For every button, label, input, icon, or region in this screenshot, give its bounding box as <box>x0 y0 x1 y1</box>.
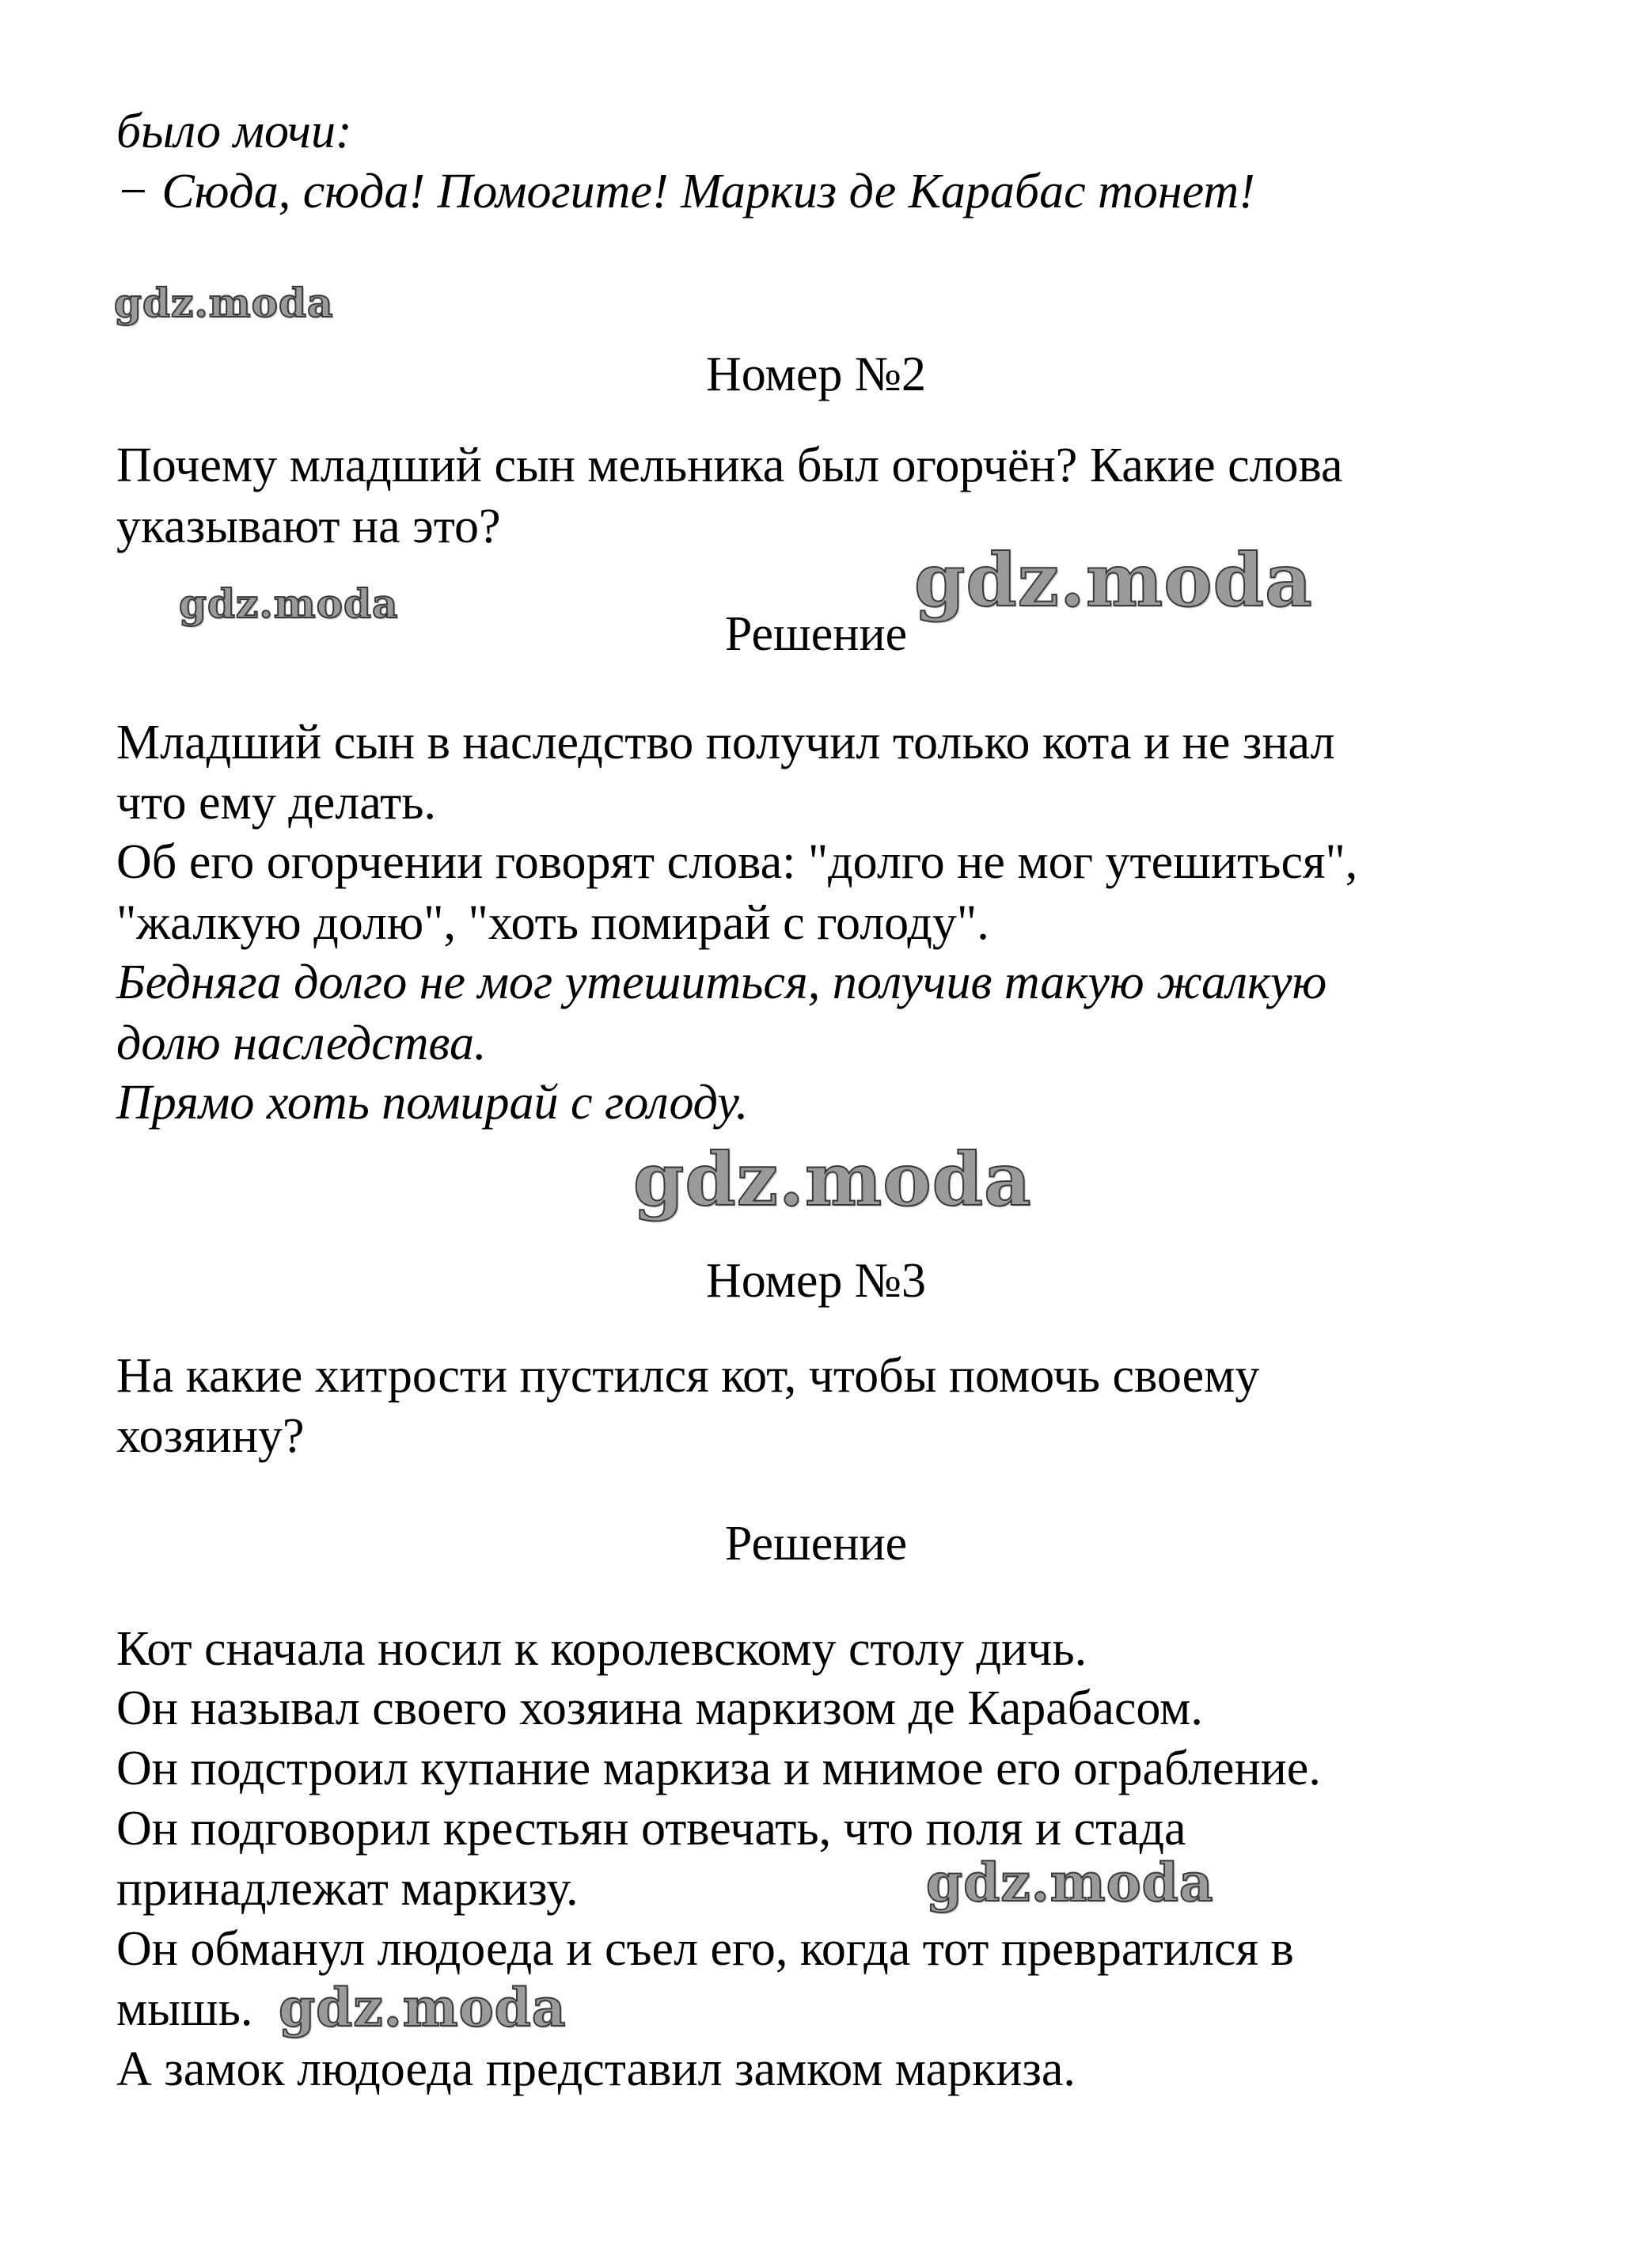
task3-answer-line-7: мышь. <box>116 1982 253 2036</box>
task2-question-line-1: Почему младший сын мельника был огорчён? Какие слова <box>116 439 1343 492</box>
task3-solution-heading: Решение <box>724 1517 908 1571</box>
task2-answer-line-2: что ему делать. <box>116 776 436 830</box>
task2-question-line-2: указывают на это? <box>116 500 501 553</box>
watermark-logo: gdz.moda <box>179 580 399 627</box>
intro-line-1: было мочи: <box>116 104 352 158</box>
task2-solution-heading: Решение <box>724 607 908 661</box>
watermark-logo: gdz.moda <box>926 1852 1214 1913</box>
watermark-logo: gdz.moda <box>279 1977 567 2038</box>
task3-answer-line-3: Он подстроил купание маркиза и мнимое его ограбление. <box>116 1742 1321 1795</box>
task2-quote-line-3: Прямо хоть помирай с голоду. <box>116 1076 749 1130</box>
task3-answer-line-6: Он обманул людоеда и съел его, когда тот превратился в <box>116 1922 1294 1976</box>
task2-answer-line-4: "жалкую долю", "хоть помирай с голоду". <box>116 896 989 950</box>
task3-question-line-2: хозяину? <box>116 1409 305 1463</box>
intro-line-2: − Сюда, сюда! Помогите! Маркиз де Карабас тонет! <box>116 165 1255 218</box>
task2-quote-line-2: долю наследства. <box>116 1016 487 1070</box>
task2-heading: Номер №2 <box>705 348 926 401</box>
task2-answer-line-3: Об его огорчении говорят слова: "долго не мог утешиться", <box>116 835 1358 889</box>
task2-answer-line-1: Младший сын в наследство получил только кота и не знал <box>116 716 1335 769</box>
watermark-logo: gdz.moda <box>914 538 1313 623</box>
task3-answer-line-5: принадлежат маркизу. <box>116 1862 579 1916</box>
watermark-logo: gdz.moda <box>114 279 334 326</box>
task3-answer-line-1: Кот сначала носил к королевскому столу дичь. <box>116 1622 1087 1676</box>
task3-answer-line-8: А замок людоеда представил замком маркиза. <box>116 2042 1076 2096</box>
task3-answer-line-4: Он подговорил крестьян отвечать, что поля и стада <box>116 1802 1186 1856</box>
task2-quote-line-1: Бедняга долго не мог утешиться, получив такую жалкую <box>116 955 1327 1009</box>
task3-heading: Номер №3 <box>705 1254 926 1308</box>
task3-answer-line-2: Он называл своего хозяина маркизом де Карабасом. <box>116 1681 1203 1735</box>
task3-question-line-1: На какие хитрости пустился кот, чтобы помочь своему <box>116 1349 1260 1403</box>
watermark-logo: gdz.moda <box>633 1137 1032 1222</box>
